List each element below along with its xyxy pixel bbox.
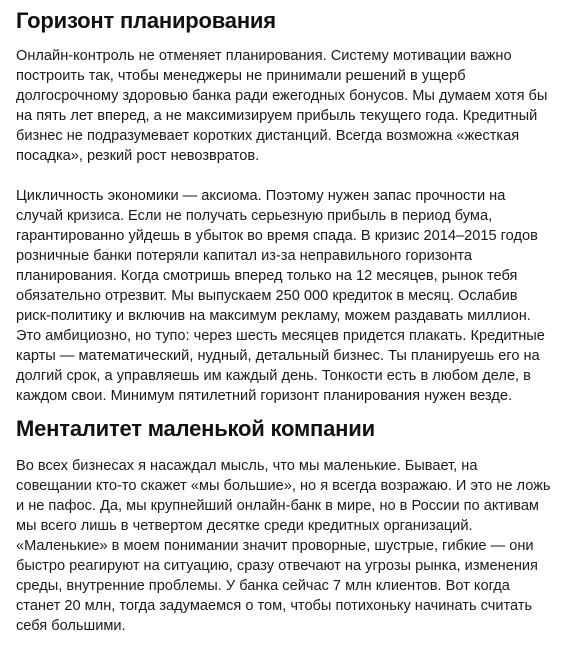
section-heading-planning-horizon: Горизонт планирования [16,8,276,33]
paragraph-small-company-1: Во всех бизнесах я насаждал мысль, что мы маленькие. Бывает, на совещании кто-то скажет «мы большие», но я всегда возражаю. И это не ложь и не пафос. Да, мы крупнейший онлайн-банк в мире, но в России по активам мы всего лишь в четвертом десятке среди кредитных организаций. «Маленькие» в моем понимании значит проворные, шустрые, гибкие — они быстро реагируют на ситуацию, сразу отвечают на угрозы рынка, изменения среды, внутренние проблемы. У банка сейчас 7 млн клиентов. Вот когда станет 20 млн, тогда задумаемся о том, чтобы потихоньку начинать считать себя большими. [16,458,551,634]
paragraph-planning-2: Цикличность экономики — аксиома. Поэтому нужен запас прочности на случай кризиса. Если не получать серьезную прибыль в период бума, гарантированно уйдешь в убыток во время спада. В кризис 2014–2015 годов розничные банки потеряли капитал из-за неправильного горизонта планирования. Когда смотришь вперед только на 12 месяцев, рынок тебя обязательно отрезвит. Мы выпускаем 250 000 кредиток в месяц. Ослабив риск-политику и включив на максимум рекламу, можем раздавать миллион. Это амбициозно, но тупо: через шесть месяцев придется плакать. Кредитные карты — математический, нудный, детальный бизнес. Ты планируешь его на долгий срок, а управляешь им каждый день. Тонкости есть в любом деле, в каждом свои. Минимум пятилетний горизонт планирования нужен везде. [16,188,545,404]
section-heading-small-company-mindset: Менталитет маленькой компании [16,416,375,441]
paragraph-planning-1: Онлайн-контроль не отменяет планирования. Систему мотивации важно построить так, чтобы менеджеры не принимали решений в ущерб долгосрочному здоровью банка ради ежегодных бонусов. Мы думаем хотя бы на пять лет вперед, а не максимизируем прибыль текущего года. Кредитный бизнес не подразумевает коротких дистанций. Всегда возможна «жесткая посадка», резкий рост невозвратов. [16,48,548,164]
